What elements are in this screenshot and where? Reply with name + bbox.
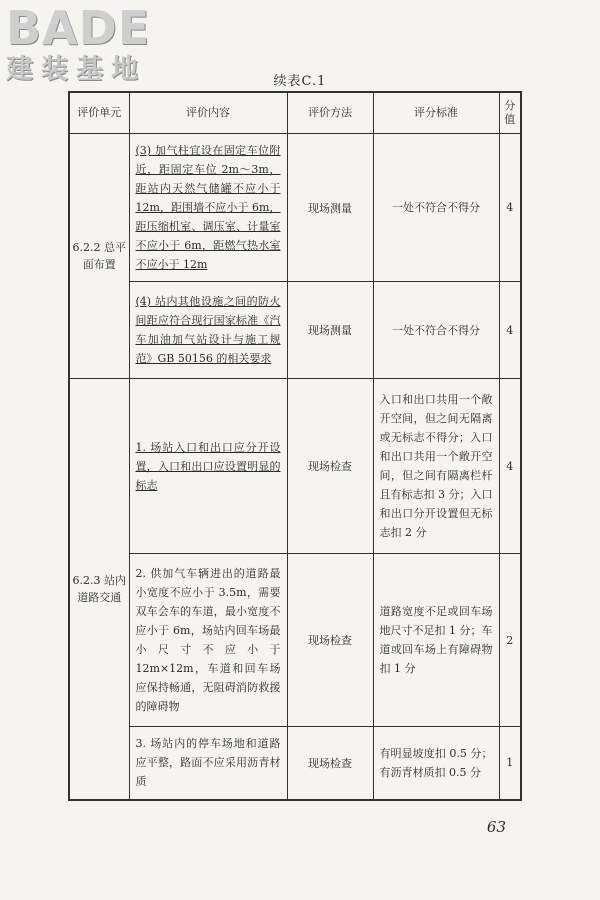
score-cell: 4	[499, 379, 521, 554]
logo-main-text: BADE	[6, 1, 151, 55]
method-cell: 现场测量	[287, 282, 373, 379]
criteria-cell: 道路宽度不足或回车场地尺寸不足扣 1 分；车道或回车场上有障碍物扣 1 分	[373, 554, 499, 727]
table-row	[69, 134, 521, 282]
table-row	[69, 282, 521, 379]
criteria-cell: 一处不符合不得分	[373, 282, 499, 379]
criteria-cell: 一处不符合不得分	[373, 134, 499, 282]
unit-cell: 6.2.2 总平面布置	[69, 134, 129, 379]
content-text: (3) 加气柱宜设在固定车位附近，距固定车位 2m～3m，距站内天然气储罐不应小于 12m，距围墙不应小于 6m，距压缩机室、调压室、计量室不应小于 6m，距燃气热水室不应小于 12m	[135, 144, 281, 271]
content-cell	[129, 554, 287, 727]
logo-sub-text: 建装基地	[6, 54, 146, 85]
method-cell: 现场检查	[287, 554, 373, 727]
unit-cell: 6.2.3 站内道路交通	[69, 379, 129, 800]
method-cell: 现场测量	[287, 134, 373, 282]
page-number: 63	[486, 818, 506, 836]
table-row	[69, 554, 521, 727]
table-row	[69, 379, 521, 554]
score-cell: 4	[499, 282, 521, 379]
score-cell: 1	[499, 727, 521, 800]
criteria-cell: 入口和出口共用一个敞开空间，但之间无隔离或无标志不得分；入口和出口共用一个敞开空间，但之间有隔离栏杆且有标志扣 3 分；入口和出口分开设置但无标志扣 2 分	[373, 379, 499, 554]
table-row	[69, 727, 521, 800]
header-score: 分值	[499, 92, 521, 134]
score-cell: 2	[499, 554, 521, 727]
header-content: 评价内容	[129, 92, 287, 134]
evaluation-table	[68, 91, 522, 801]
header-criteria: 评分标准	[373, 92, 499, 134]
header-unit: 评价单元	[69, 92, 129, 134]
score-cell: 4	[499, 134, 521, 282]
table-header-row	[69, 92, 521, 134]
content-cell	[129, 379, 287, 554]
content-cell	[129, 134, 287, 282]
content-text: (4) 站内其他设施之间的防火间距应符合现行国家标准《汽车加油加气站设计与施工规范》GB 50156 的相关要求	[135, 295, 281, 365]
table-caption: 续表C.1	[273, 74, 327, 89]
content-cell	[129, 282, 287, 379]
method-cell: 现场检查	[287, 727, 373, 800]
content-text: 2. 供加气车辆进出的道路最小宽度不应小于 3.5m，需要双车会车的车道，最小宽度不应小于 6m，场站内回车场最小尺寸不应小于 12m×12m，车道和回车场应保持畅通，无阻碍消防救援的障碍物	[135, 567, 281, 713]
content-text: 1. 场站入口和出口应分开设置，入口和出口应设置明显的标志	[135, 440, 281, 492]
content-text: 3. 场站内的停车场地和道路应平整，路面不应采用沥青材质	[135, 737, 281, 789]
criteria-cell: 有明显坡度扣 0.5 分；有沥青材质扣 0.5 分	[373, 727, 499, 800]
header-method: 评价方法	[287, 92, 373, 134]
content-cell	[129, 727, 287, 800]
method-cell: 现场检查	[287, 379, 373, 554]
